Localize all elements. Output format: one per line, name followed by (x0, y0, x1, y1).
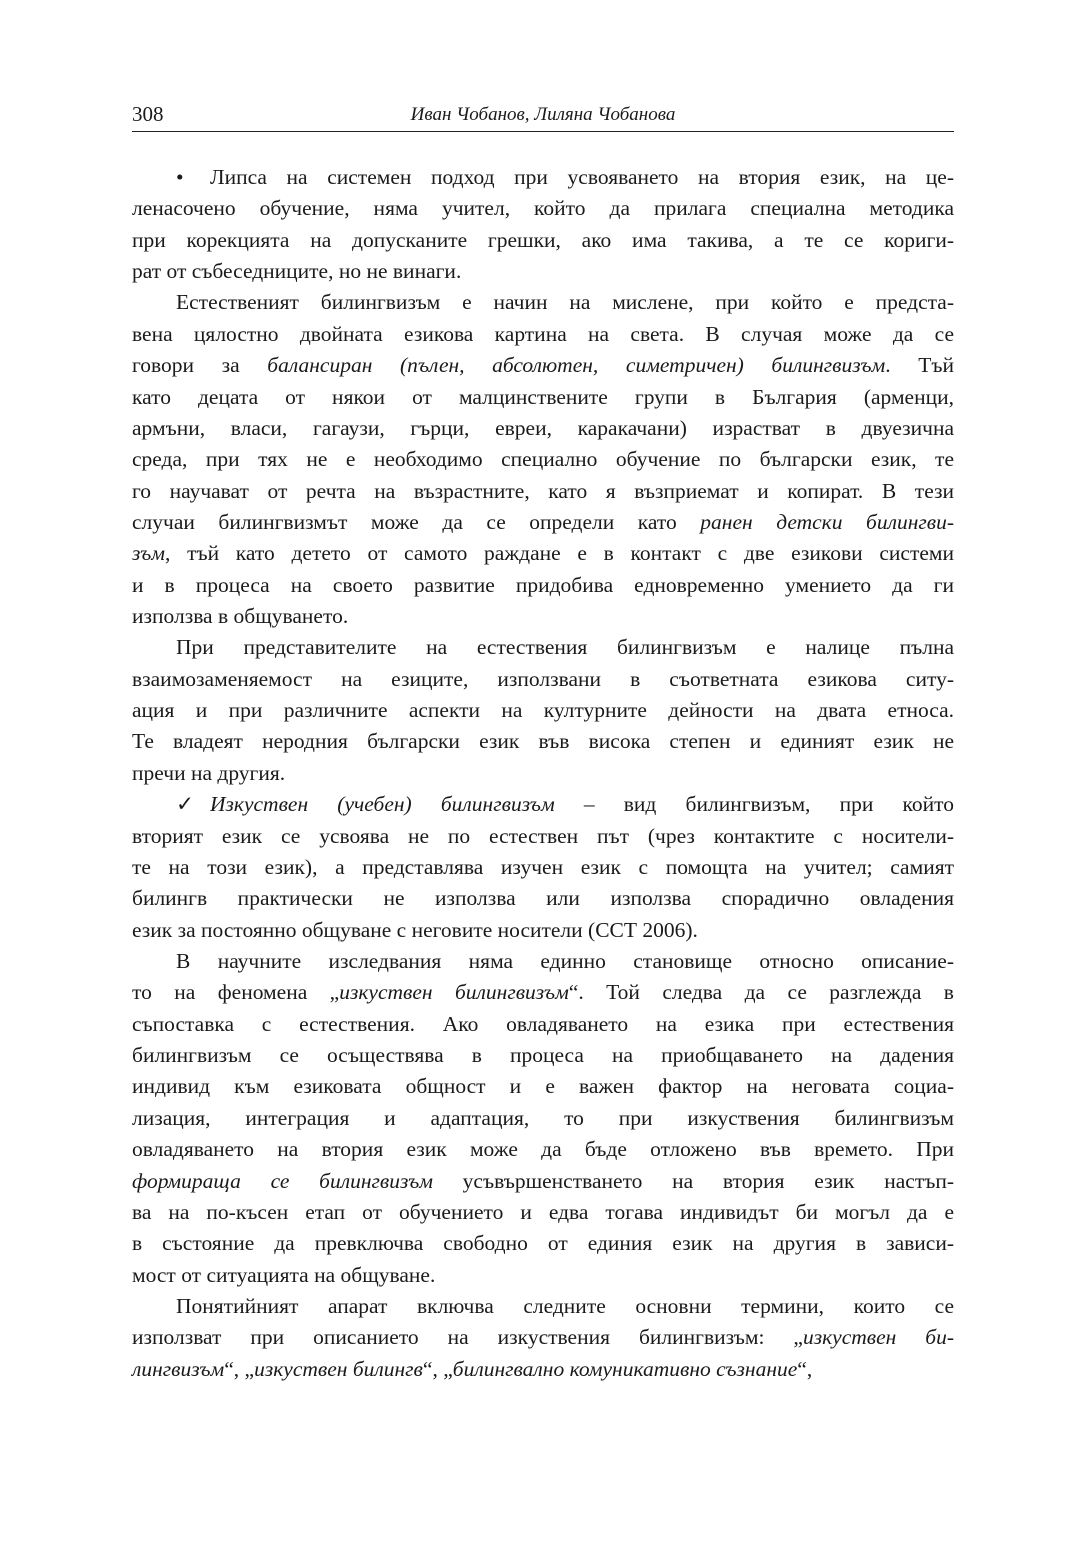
text-line (132, 726, 954, 757)
text-run: използват при описанието на изкуствения билингвизъм: „ (132, 1325, 803, 1350)
text-line (132, 852, 954, 883)
bullet-icon: • (176, 165, 184, 189)
text-run: В научните изследвания няма единно становище относно описание- (176, 948, 954, 973)
header-rule (132, 131, 954, 132)
text-run: и в процеса на своето развитие придобива едновременно умението да ги (132, 572, 954, 597)
paragraph (132, 287, 954, 632)
text-line (132, 1071, 954, 1102)
italic-term: зъм (132, 541, 165, 566)
text-run: съпоставка с естествения. Ако овладяването на езика при естествения (132, 1011, 954, 1036)
text-run: индивид към езиковата общност и е важен фактор на неговата социа- (132, 1074, 954, 1099)
text-line (132, 507, 954, 538)
text-line (132, 1291, 954, 1322)
text-run: език за постоянно общуване с неговите носители (ССТ 2006). (132, 917, 698, 942)
text-line (132, 1040, 954, 1071)
text-run: мост от ситуацията на общуване. (132, 1262, 436, 1287)
text-line (132, 758, 954, 789)
paragraph (132, 632, 954, 789)
italic-term: ранен детски билингви- (700, 509, 954, 534)
text-line (132, 1103, 954, 1134)
paragraph (132, 789, 954, 946)
text-run: При представителите на естествения билингвизъм е налице пълна (176, 635, 954, 660)
text-line (132, 1166, 954, 1197)
italic-term: изкуствен билингвизъм (339, 980, 569, 1005)
text-run: Те владеят неродния български език във висока степен и единият език не (132, 729, 954, 754)
page-header (132, 100, 954, 132)
text-run: Естественият билингвизъм е начин на мислене, при който е предста- (176, 290, 954, 315)
text-line (132, 632, 954, 663)
text-line (132, 695, 954, 726)
running-head: Иван Чобанов, Лиляна Чобанова (410, 104, 676, 125)
text-run: билингв практически не използва или използва спорадично овладения (132, 886, 954, 911)
text-line (132, 256, 954, 287)
text-line (132, 977, 954, 1008)
body-text (132, 162, 954, 1385)
text-run: Липса на системен подход при усвояването на втория език, на це- (210, 165, 954, 189)
text-run: случаи билингвизмът може да се определи като (132, 509, 701, 534)
text-run: билингвизъм се осъществява в процеса на приобщаването на дадения (132, 1043, 954, 1068)
checkmark-icon: ✓ (176, 792, 195, 817)
text-run: ва на по-късен етап от обучението и едва тогава индивидът би могъл да е (132, 1199, 954, 1224)
italic-term: формираща се билингвизъм (132, 1168, 433, 1193)
italic-term: балансиран (пълен, абсолютен, симетричен) билингвизъм (267, 353, 886, 378)
italic-term: изкуствен билингв (254, 1356, 423, 1381)
text-line (132, 1228, 954, 1259)
text-run: среда, при тях не е необходимо специално обучение по български език, те (132, 447, 954, 472)
text-run: го научават от речта на възрастните, като я възприемат и копират. В тези (132, 478, 954, 503)
page-number: 308 (132, 102, 164, 126)
text-line (132, 193, 954, 224)
text-run: армъни, власи, гагаузи, гърци, евреи, каракачани) израстват в двуезична (132, 415, 954, 440)
text-run: , тъй като детето от самото раждане е в контакт с две езикови системи (165, 541, 954, 566)
text-line (132, 946, 954, 977)
text-line (132, 1322, 954, 1353)
text-run: ация и при различните аспекти на културните дейности на двата етноса. (132, 698, 954, 723)
text-line (132, 570, 954, 601)
text-line (132, 382, 954, 413)
text-run: вена цялостно двойната езикова картина на света. В случая може да се (132, 321, 954, 346)
text-line (132, 444, 954, 475)
text-run: пречи на другия. (132, 760, 286, 785)
text-line (132, 883, 954, 914)
text-line (132, 225, 954, 256)
text-run: като децата от някои от малцинствените групи в България (арменци, (132, 384, 954, 409)
text-line (132, 1134, 954, 1165)
text-run: лизация, интеграция и адаптация, то при изкуствения билингвизъм (132, 1105, 954, 1130)
text-run: говори за (132, 353, 268, 378)
text-line (132, 413, 954, 444)
text-run: Понятийният апарат включва следните основни термини, които се (176, 1293, 954, 1318)
text-line (132, 789, 954, 820)
text-run: използва в общуването. (132, 604, 349, 629)
text-run: . Тъй (885, 353, 954, 378)
text-line (132, 162, 954, 193)
text-run: те на този език), а представлява изучен език с помощта на учител; самият (132, 854, 954, 879)
text-run: вторият език се усвоява не по естествен път (чрез контактите с носители- (132, 823, 954, 848)
text-line (132, 915, 954, 946)
italic-term: изкуствен би- (802, 1325, 954, 1350)
text-line (132, 1197, 954, 1228)
text-line (132, 601, 954, 632)
text-line (132, 319, 954, 350)
italic-term: Изкуствен (учебен) билингвизъм (210, 792, 555, 817)
text-line (132, 821, 954, 852)
text-line (132, 287, 954, 318)
italic-term: билингвално комуникативно съзнание (452, 1356, 798, 1381)
text-run: взаимозаменяемост на езиците, използвани в съответната езикова ситу- (132, 666, 954, 691)
text-run: ленасочено обучение, няма учител, който да прилага специална методика (132, 196, 954, 221)
paragraph (132, 1291, 954, 1385)
text-run: “. Той следва да се разглежда в (568, 980, 954, 1005)
text-line (132, 1260, 954, 1291)
text-line (132, 350, 954, 381)
italic-term: лингвизъм (132, 1356, 225, 1381)
text-line (132, 1354, 954, 1385)
paragraph (132, 946, 954, 1291)
text-line (132, 1009, 954, 1040)
text-run: при корекцията на допусканите грешки, ако има такива, а те се кориги- (132, 227, 954, 252)
text-run: в състояние да превключва свободно от единия език на другия в зависи- (132, 1231, 954, 1256)
text-run: овладяването на втория език може да бъде отложено във времето. При (132, 1137, 954, 1162)
text-run: рат от събеседниците, но не винаги. (132, 259, 462, 284)
text-line (132, 664, 954, 695)
text-run: то на феномена „ (132, 980, 340, 1005)
text-run: “, „ (224, 1356, 255, 1381)
text-run: усъвършенстването на втория език настъп- (432, 1168, 954, 1193)
paragraph (132, 162, 954, 287)
text-line (132, 476, 954, 507)
text-run: “, (797, 1356, 813, 1381)
text-run: “, „ (422, 1356, 453, 1381)
text-line (132, 538, 954, 569)
text-run: – вид билингвизъм, при който (554, 792, 955, 817)
